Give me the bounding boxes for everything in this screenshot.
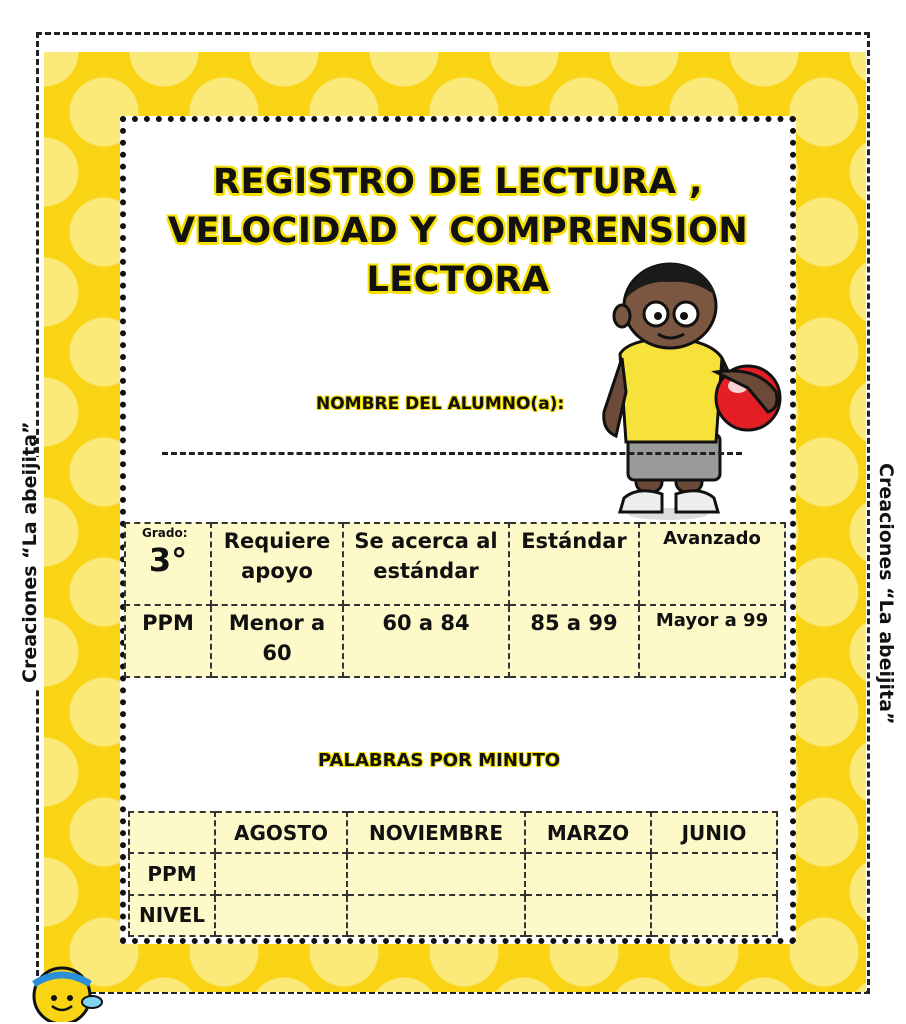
level-header-se-acerca: Se acerca al estándar	[343, 523, 509, 605]
level-header-requiere-apoyo: Requiere apoyo	[211, 523, 343, 605]
ppm-row	[129, 853, 777, 894]
boy-with-ball-illustration	[598, 262, 790, 524]
months-header-row	[129, 812, 777, 853]
range-avanzado: Mayor a 99	[639, 605, 785, 677]
range-estandar: 85 a 99	[509, 605, 639, 677]
corner-cell	[129, 812, 215, 853]
month-noviembre: NOVIEMBRE	[347, 812, 525, 853]
reading-level-table	[124, 522, 786, 678]
ppm-marzo-cell[interactable]	[525, 853, 651, 894]
ppm-agosto-cell[interactable]	[215, 853, 347, 894]
level-header-row	[125, 523, 785, 605]
student-name-line[interactable]	[162, 452, 742, 455]
nivel-row	[129, 895, 777, 936]
month-marzo: MARZO	[525, 812, 651, 853]
nivel-junio-cell[interactable]	[651, 895, 777, 936]
row-label-ppm: PPM	[129, 853, 215, 894]
level-header-estandar: Estándar	[509, 523, 639, 605]
nivel-marzo-cell[interactable]	[525, 895, 651, 936]
grado-cell	[125, 523, 211, 605]
bee-logo	[22, 962, 108, 1022]
words-per-minute-heading: PALABRAS POR MINUTO	[318, 750, 561, 771]
ppm-noviembre-cell[interactable]	[347, 853, 525, 894]
credit-right: Creaciones “La abeijita”	[873, 457, 899, 689]
row-label-nivel: NIVEL	[129, 895, 215, 936]
grado-value: 3°	[148, 541, 188, 579]
level-header-avanzado: Avanzado	[639, 523, 785, 605]
student-name-label: NOMBRE DEL ALUMNO(a):	[316, 394, 565, 414]
ppm-junio-cell[interactable]	[651, 853, 777, 894]
grado-label: Grado:	[142, 526, 188, 540]
range-requiere-apoyo: Menor a 60	[211, 605, 343, 677]
nivel-agosto-cell[interactable]	[215, 895, 347, 936]
range-se-acerca: 60 a 84	[343, 605, 509, 677]
month-junio: JUNIO	[651, 812, 777, 853]
monthly-tracking-table	[128, 811, 778, 937]
level-ppm-row	[125, 605, 785, 677]
ppm-label: PPM	[125, 605, 211, 677]
credit-left: Creaciones “La abeijita”	[17, 457, 43, 689]
title-line-3: LECTORA	[366, 260, 550, 300]
nivel-noviembre-cell[interactable]	[347, 895, 525, 936]
title-line-2: VELOCIDAD Y COMPRENSION	[167, 211, 749, 251]
title-line-1: REGISTRO DE LECTURA ,	[213, 162, 703, 202]
month-agosto: AGOSTO	[215, 812, 347, 853]
